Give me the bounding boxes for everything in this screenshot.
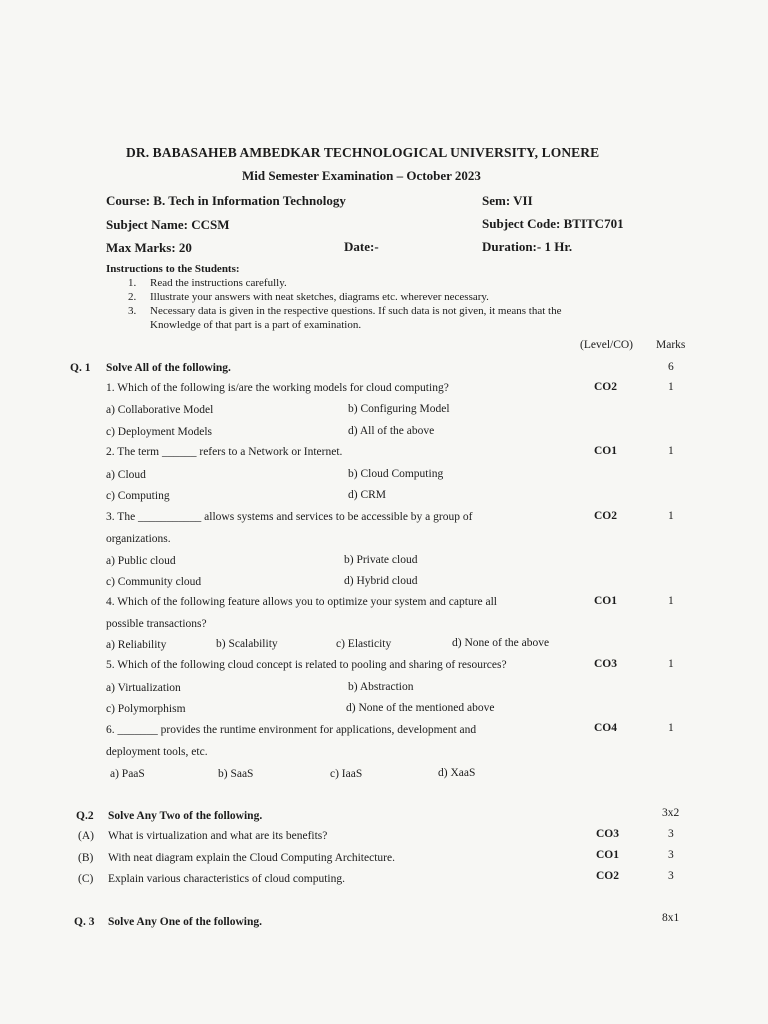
subject-name: Subject Name: CCSM bbox=[106, 217, 230, 232]
max-marks: Max Marks: 20 bbox=[106, 240, 192, 255]
option: b) Abstraction bbox=[348, 681, 414, 693]
instructions-heading: Instructions to the Students: bbox=[106, 263, 240, 275]
question-co: CO1 bbox=[594, 595, 617, 607]
q2-title: Solve Any Two of the following. bbox=[108, 810, 263, 822]
q3-marks: 8x1 bbox=[662, 912, 680, 924]
sub-question-text: What is virtualization and what are its benefits? bbox=[108, 830, 328, 842]
option: d) CRM bbox=[348, 489, 387, 501]
question-text-cont: organizations. bbox=[106, 533, 171, 545]
option: d) All of the above bbox=[348, 425, 435, 437]
sub-question-id: (B) bbox=[78, 852, 94, 864]
question-text: 5. Which of the following cloud concept is related to pooling and sharing of resources? bbox=[106, 659, 507, 671]
option: d) None of the mentioned above bbox=[346, 702, 495, 714]
sub-question-co: CO3 bbox=[596, 828, 619, 840]
question-marks: 1 bbox=[668, 445, 674, 457]
sub-question-id: (A) bbox=[78, 830, 94, 842]
question-text-cont: deployment tools, etc. bbox=[106, 746, 208, 758]
q1-label: Q. 1 bbox=[70, 362, 91, 374]
question-text: 3. The ___________ allows systems and services to be accessible by a group of bbox=[106, 511, 473, 523]
q2-label: Q.2 bbox=[76, 810, 94, 822]
option: a) PaaS bbox=[110, 768, 145, 780]
instruction-number: 3. bbox=[128, 305, 137, 317]
sub-question-co: CO2 bbox=[596, 870, 619, 882]
option: d) Hybrid cloud bbox=[344, 575, 418, 587]
question-marks: 1 bbox=[668, 595, 674, 607]
question-text: 4. Which of the following feature allows you to optimize your system and capture all bbox=[106, 596, 498, 608]
question-co: CO1 bbox=[594, 445, 617, 457]
option: b) SaaS bbox=[218, 768, 254, 780]
instruction-item: Read the instructions carefully. bbox=[150, 277, 287, 289]
date: Date:- bbox=[344, 239, 379, 254]
duration: Duration:- 1 Hr. bbox=[482, 239, 573, 254]
question-marks: 1 bbox=[668, 381, 674, 393]
course: Course: B. Tech in Information Technology bbox=[106, 193, 346, 208]
question-co: CO2 bbox=[594, 510, 617, 522]
instruction-number: 2. bbox=[128, 291, 137, 303]
option: c) IaaS bbox=[330, 768, 363, 780]
exam-title: Mid Semester Examination – October 2023 bbox=[242, 168, 481, 183]
semester: Sem: VII bbox=[482, 193, 533, 208]
sub-question-text: Explain various characteristics of cloud computing. bbox=[108, 873, 345, 885]
option: a) Reliability bbox=[106, 639, 167, 651]
q1-marks: 6 bbox=[668, 361, 674, 373]
question-text: 2. The term ______ refers to a Network or Internet. bbox=[106, 446, 343, 458]
option: c) Community cloud bbox=[106, 576, 202, 588]
subject-code: Subject Code: BTITC701 bbox=[482, 216, 624, 231]
option: a) Public cloud bbox=[106, 555, 176, 567]
sub-question-marks: 3 bbox=[668, 870, 674, 882]
column-marks: Marks bbox=[656, 339, 686, 351]
option: d) None of the above bbox=[452, 637, 550, 649]
option: b) Configuring Model bbox=[348, 403, 450, 415]
question-co: CO4 bbox=[594, 722, 617, 734]
question-text-cont: possible transactions? bbox=[106, 618, 207, 630]
option: c) Deployment Models bbox=[106, 426, 213, 438]
question-text: 1. Which of the following is/are the working models for cloud computing? bbox=[106, 382, 449, 394]
question-marks: 1 bbox=[668, 658, 674, 670]
question-co: CO3 bbox=[594, 658, 617, 670]
sub-question-id: (C) bbox=[78, 873, 94, 885]
option: b) Private cloud bbox=[344, 554, 418, 566]
option: c) Polymorphism bbox=[106, 703, 186, 715]
q2-marks: 3x2 bbox=[662, 807, 680, 819]
question-marks: 1 bbox=[668, 510, 674, 522]
q3-title: Solve Any One of the following. bbox=[108, 916, 262, 928]
option: b) Cloud Computing bbox=[348, 468, 444, 480]
question-co: CO2 bbox=[594, 381, 617, 393]
sub-question-co: CO1 bbox=[596, 849, 619, 861]
option: a) Cloud bbox=[106, 469, 146, 481]
option: c) Computing bbox=[106, 490, 170, 502]
q1-title: Solve All of the following. bbox=[106, 362, 231, 374]
option: a) Virtualization bbox=[106, 682, 181, 694]
option: c) Elasticity bbox=[336, 638, 392, 650]
option: d) XaaS bbox=[438, 767, 476, 779]
q3-label: Q. 3 bbox=[74, 916, 95, 928]
option: b) Scalability bbox=[216, 638, 278, 650]
instruction-item: Necessary data is given in the respective questions. If such data is not given, it means that the bbox=[150, 305, 562, 317]
option: a) Collaborative Model bbox=[106, 404, 214, 416]
university-name: DR. BABASAHEB AMBEDKAR TECHNOLOGICAL UNIVERSITY, LONERE bbox=[126, 145, 600, 160]
question-marks: 1 bbox=[668, 722, 674, 734]
question-text: 6. _______ provides the runtime environment for applications, development and bbox=[106, 724, 477, 736]
column-level-co: (Level/CO) bbox=[580, 339, 634, 351]
instruction-item: Knowledge of that part is a part of examination. bbox=[150, 319, 362, 331]
sub-question-text: With neat diagram explain the Cloud Computing Architecture. bbox=[108, 852, 395, 864]
sub-question-marks: 3 bbox=[668, 828, 674, 840]
instruction-item: Illustrate your answers with neat sketches, diagrams etc. wherever necessary. bbox=[150, 291, 489, 303]
instruction-number: 1. bbox=[128, 277, 137, 289]
sub-question-marks: 3 bbox=[668, 849, 674, 861]
